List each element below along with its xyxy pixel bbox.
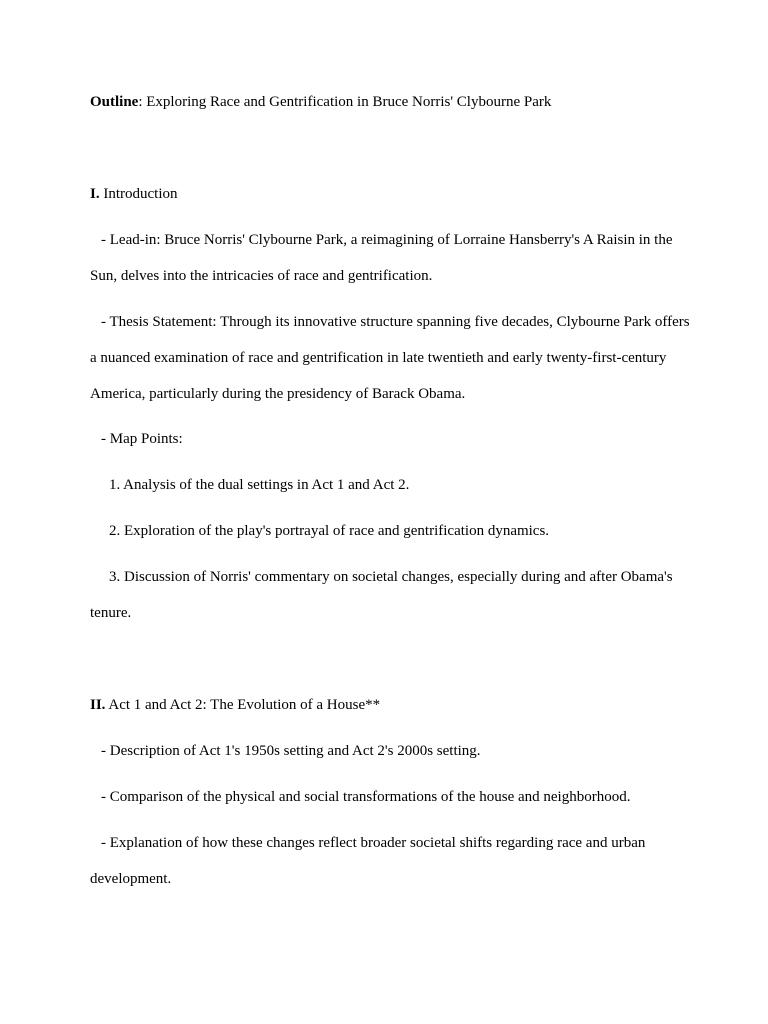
section-2-item-1: - Description of Act 1's 1950s setting and Act 2's 2000s setting.: [101, 743, 481, 759]
section-2-heading: [90, 695, 380, 715]
section-2-item-2: - Comparison of the physical and social transformations of the house and neighborhood.: [101, 789, 631, 805]
section-1-numeral: I.: [90, 186, 100, 202]
outline-title: [90, 92, 551, 112]
section-2-heading-text: Act 1 and Act 2: The Evolution of a House**: [105, 697, 381, 713]
outline-label: Outline: [90, 94, 139, 110]
section-2-numeral: II.: [90, 697, 106, 713]
map-point-2: 2. Exploration of the play's portrayal of race and gentrification dynamics.: [109, 523, 550, 539]
outline-title-text: : Exploring Race and Gentrification in Bruce Norris' Clybourne Park: [138, 94, 552, 110]
section-2-item-3: - Explanation of how these changes reflect broader societal shifts regarding race and urban development.: [90, 835, 646, 887]
map-points-label: - Map Points:: [101, 431, 183, 447]
thesis-paragraph: - Thesis Statement: Through its innovative structure spanning five decades, Clybourne Park offers a nuanced examination of race and gentrification in late twentieth and early twenty-first-century America, particularly during the presidency of Barack Obama.: [90, 314, 690, 402]
section-1-heading: [90, 184, 178, 204]
section-1-heading-text: Introduction: [99, 186, 178, 202]
map-point-1: 1. Analysis of the dual settings in Act 1 and Act 2.: [109, 477, 410, 493]
map-point-3: 3. Discussion of Norris' commentary on societal changes, especially during and after Obama's tenure.: [90, 569, 673, 621]
lead-in-paragraph: - Lead-in: Bruce Norris' Clybourne Park, a reimagining of Lorraine Hansberry's A Raisin in the Sun, delves into the intricacies of race and gentrification.: [90, 232, 673, 284]
